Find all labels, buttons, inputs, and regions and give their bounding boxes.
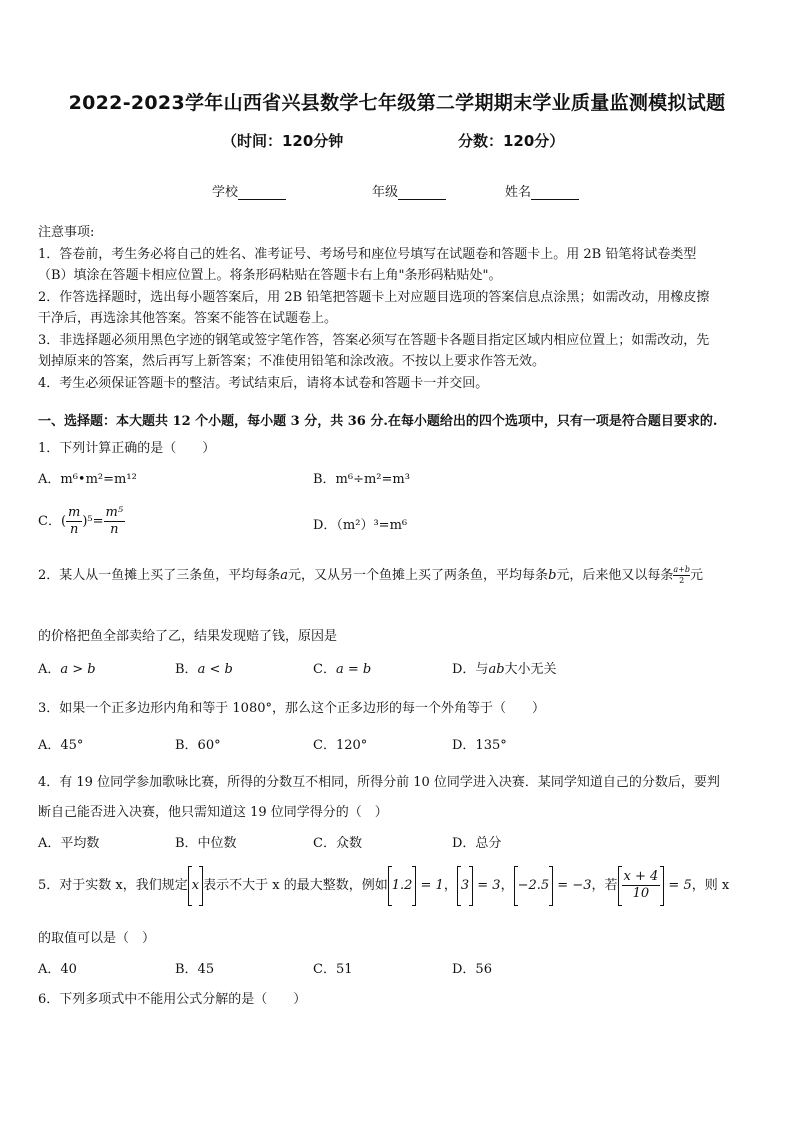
question-6-stem: 6．下列多项式中不能用公式分解的是（ ） <box>38 992 307 1007</box>
note-line: 4．考生必须保证答题卡的整洁。考试结束后，请将本试卷和答题卡一并交回。 <box>38 375 489 391</box>
q1-option-c: C．( $\frac{m}{n}$ )⁵= $\frac{\text{m⁵}}{n}$ <box>38 505 124 537</box>
q3-option-c: C．120° <box>313 738 368 753</box>
question-4-stem-cont: 断自己能否进入决赛，他只需知道这 19 位同学得分的（ ） <box>38 805 388 820</box>
q4-option-c: C．众数 <box>313 836 362 851</box>
exam-score: 分数：120分） <box>458 132 565 150</box>
note-line: 划掉原来的答案，然后再写上新答案；不准使用铅笔和涂改液。不按以上要求作答无效。 <box>38 354 546 369</box>
note-line: 3．非选择题必须用黑色字迹的钢笔或签字笔作答，答案必须写在答题卡各题目指定区域内相应位置上；如需改动，先 <box>38 332 710 348</box>
question-1-stem: 1．下列计算正确的是（ ） <box>38 441 216 456</box>
grade-field: 年级 <box>372 181 446 200</box>
q2-option-b: B．a < b <box>175 662 233 677</box>
q5-option-d: D．56 <box>452 962 492 977</box>
exam-time: （时间：120分钟 <box>222 132 344 150</box>
question-5-stem-cont: 的取值可以是（ ） <box>38 931 156 946</box>
note-line: 1．答卷前，考生务必将自己的姓名、准考证号、考场号和座位号填写在试题卷和答题卡上。用 2B 铅笔将试卷类型 <box>38 246 697 262</box>
notes-heading: 注意事项: <box>38 225 95 240</box>
note-line: 干净后，再选涂其他答案。答案不能答在试题卷上。 <box>38 311 338 326</box>
q2-option-c: C．a = b <box>313 662 372 677</box>
q5-option-a: A．40 <box>38 962 77 977</box>
section-heading: 一、选择题：本大题共 12 个小题，每小题 3 分，共 36 分.在每小题给出的四个选项中，只有一项是符合题目要求的. <box>38 414 718 429</box>
q3-option-b: B．60° <box>175 738 221 753</box>
name-field: 姓名 <box>505 181 579 200</box>
question-2-stem: 2．某人从一鱼摊上买了三条鱼，平均每条a元，又从另一个鱼摊上买了两条鱼，平均每条b元，后来他又以每条 $\frac{a+b}{2}$元 <box>38 565 704 585</box>
question-4-stem: 4．有 19 位同学参加歌咏比赛，所得的分数互不相同，所得分前 10 位同学进入决赛．某同学知道自己的分数后，要判 <box>38 775 720 790</box>
q3-option-d: D．135° <box>452 738 507 753</box>
q5-option-b: B．45 <box>175 962 215 977</box>
q1-option-d: D．（m²）³=m⁶ <box>313 518 408 533</box>
question-2-stem-cont: 的价格把鱼全部卖给了乙，结果发现赔了钱，原因是 <box>38 629 338 644</box>
q1-option-a: A．m⁶•m²=m¹² <box>38 472 137 487</box>
q2-option-d: D．与ab大小无关 <box>452 662 557 677</box>
q1-option-b: B．m⁶÷m²=m³ <box>313 472 410 487</box>
note-line: （B）填涂在答题卡相应位置上。将条形码粘贴在答题卡右上角"条形码粘贴处"。 <box>38 268 502 283</box>
q5-option-c: C．51 <box>313 962 353 977</box>
question-3-stem: 3．如果一个正多边形内角和等于 1080°，那么这个正多边形的每一个外角等于（ ） <box>38 701 545 716</box>
note-line: 2．作答选择题时，选出每小题答案后，用 2B 铅笔把答题卡上对应题目选项的答案信息点涂黑；如需改动，用橡皮擦 <box>38 289 710 305</box>
notes-section <box>38 222 760 394</box>
q4-option-b: B．中位数 <box>175 836 237 851</box>
q3-option-a: A．45° <box>38 738 84 753</box>
school-field: 学校 <box>212 181 286 200</box>
q4-option-a: A．平均数 <box>38 836 100 851</box>
q2-option-a: A．a > b <box>38 662 96 677</box>
question-5-stem: 5．对于实数 x，我们规定 x 表示不大于 x 的最大整数，例如 1.2 = 1， 3 = 3， −2.5 = −3，若 $\frac{x + 4}{10}$ = 5，则 x <box>38 868 768 904</box>
q4-option-d: D．总分 <box>452 836 502 851</box>
page-title: 2022-2023学年山西省兴县数学七年级第二学期期末学业质量监测模拟试题 <box>68 92 726 114</box>
